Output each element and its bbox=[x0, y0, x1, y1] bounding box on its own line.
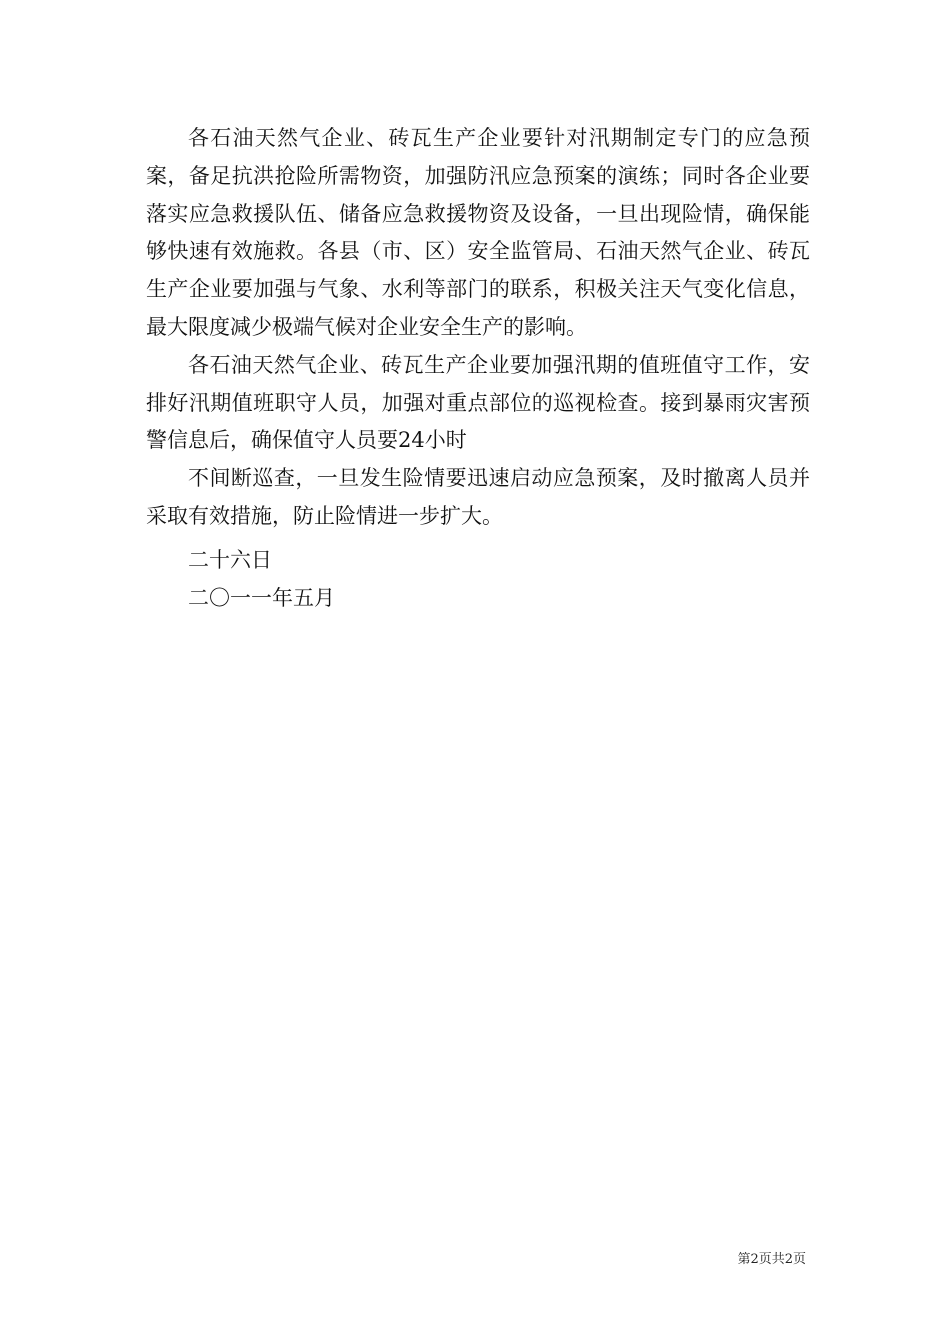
page-number-footer: 第2页共2页 bbox=[737, 1252, 806, 1267]
paragraph-continuous-patrol: 不间断巡查，一旦发生险情要迅速启动应急预案，及时撤离人员并采取有效措施，防止险情进一步扩大。 bbox=[146, 466, 810, 528]
paragraph-emergency-plans: 各石油天然气企业、砖瓦生产企业要针对汛期制定专门的应急预案，备足抗洪抢险所需物资，加强防汛应急预案的演练；同时各企业要落实应急救援队伍、储备应急救援物资及设备，一旦出现险情，确保能够快速有效施救。各县（市、区）安全监管局、石油天然气企业、砖瓦生产企业要加强与气象、水利等部门的联系，积极关注天气变化信息，最大限度减少极端气候对企业安全生产的影响。 bbox=[146, 126, 810, 339]
paragraph-duty-watch: 各石油天然气企业、砖瓦生产企业要加强汛期的值班值守工作，安排好汛期值班职守人员，加强对重点部位的巡视检查。接到暴雨灾害预警信息后，确保值守人员要24小时 bbox=[146, 352, 810, 453]
signature-date-month-year: 二〇一一年五月 bbox=[188, 585, 335, 610]
signature-date-day: 二十六日 bbox=[188, 547, 272, 572]
document-body bbox=[146, 120, 810, 617]
